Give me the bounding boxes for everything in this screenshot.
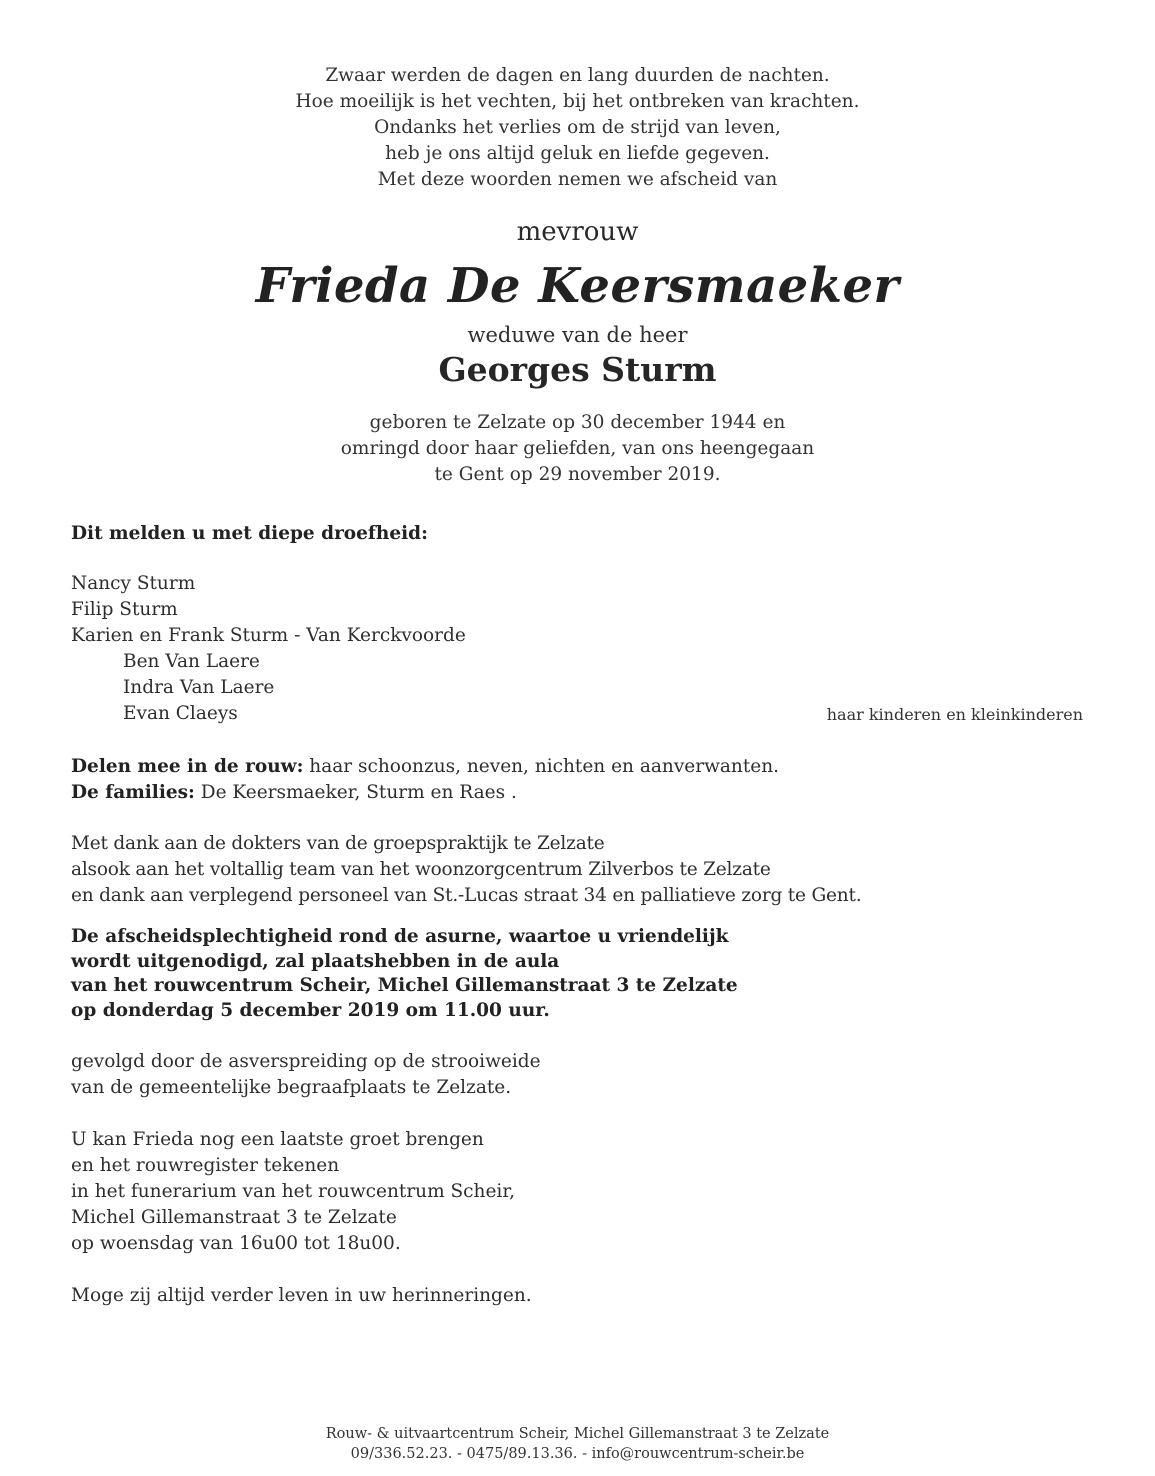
visitation-line: Michel Gillemanstraat 3 te Zelzate <box>71 1207 397 1228</box>
ceremony-section <box>71 925 738 1023</box>
thanks-line: en dank aan verplegend personeel van St.-Lucas straat 34 en palliatieve zorg te Gent. <box>71 885 862 906</box>
footer-address: Rouw- & uitvaartcentrum Scheir, Michel Gillemanstraat 3 te Zelzate <box>325 1426 830 1442</box>
spouse-name: Georges Sturm <box>438 350 717 389</box>
mourning-text: haar schoonzus, neven, nichten en aanverwanten. <box>303 756 780 777</box>
ceremony-line: op donderdag 5 december 2019 om 11.00 uur. <box>71 999 550 1021</box>
poem-line: Hoe moeilijk is het vechten, bij het ontbreken van krachten. <box>295 91 860 112</box>
thanks-line: alsook aan het voltallig team van het woonzorgcentrum Zilverbos te Zelzate <box>71 859 771 880</box>
scattering-line: van de gemeentelijke begraafplaats te Zelzate. <box>71 1077 512 1098</box>
ceremony-line: De afscheidsplechtigheid rond de asurne, waartoe u vriendelijk <box>71 926 729 947</box>
grandchild-name: Evan Claeys <box>123 703 238 724</box>
announcement-heading: Dit melden u met diepe droefheid: <box>71 523 428 544</box>
deceased-title: mevrouw <box>516 217 639 247</box>
families-text: De Keersmaeker, Sturm en Raes . <box>194 782 517 803</box>
ceremony-line: wordt uitgenodigd, zal plaatshebben in de aula <box>71 950 560 972</box>
families-line <box>71 780 779 806</box>
grandchild-name: Ben Van Laere <box>123 651 260 672</box>
child-name: Karien en Frank Sturm - Van Kerckvoorde <box>71 625 466 646</box>
birth-death-line: geboren te Zelzate op 30 december 1944 en <box>369 412 786 433</box>
poem-line: Zwaar werden de dagen en lang duurden de nachten. <box>325 65 830 86</box>
birth-death-info <box>0 410 1155 488</box>
poem-line: heb je ons altijd geluk en liefde gegeven. <box>385 143 770 164</box>
mourning-label: Delen mee in de rouw: <box>71 756 304 777</box>
family-list <box>71 571 466 727</box>
opening-poem <box>0 63 1155 193</box>
families-label: De families: <box>71 782 195 803</box>
visitation-section <box>71 1127 515 1257</box>
mourning-line <box>71 754 779 780</box>
visitation-line: en het rouwregister tekenen <box>71 1155 340 1176</box>
ceremony-line: van het rouwcentrum Scheir, Michel Gillemanstraat 3 te Zelzate <box>71 975 738 996</box>
funeral-home-footer <box>0 1424 1155 1464</box>
deceased-name: Frieda De Keersmaeker <box>255 258 900 314</box>
closing-line: Moge zij altijd verder leven in uw herinneringen. <box>71 1285 532 1306</box>
birth-death-line: te Gent op 29 november 2019. <box>434 464 721 485</box>
poem-line: Ondanks het verlies om de strijd van leven, <box>374 117 781 138</box>
birth-death-line: omringd door haar geliefden, van ons heengegaan <box>340 438 815 459</box>
visitation-line: op woensdag van 16u00 tot 18u00. <box>71 1233 401 1254</box>
scattering-line: gevolgd door de asverspreiding op de strooiweide <box>71 1051 541 1072</box>
child-name: Filip Sturm <box>71 599 178 620</box>
spouse-prefix: weduwe van de heer <box>467 323 688 347</box>
family-role-label: haar kinderen en kleinkinderen <box>826 705 1083 724</box>
child-name: Nancy Sturm <box>71 573 196 594</box>
poem-line: Met deze woorden nemen we afscheid van <box>377 169 778 190</box>
grandchild-name: Indra Van Laere <box>123 677 275 698</box>
thanks-line: Met dank aan de dokters van de groepspraktijk te Zelzate <box>71 833 605 854</box>
shared-mourning <box>71 754 779 806</box>
visitation-line: U kan Frieda nog een laatste groet brengen <box>71 1129 484 1150</box>
footer-contact: 09/336.52.23. - 0475/89.13.36. - info@rouwcentrum-scheir.be <box>350 1446 805 1462</box>
thanks-section <box>71 831 861 909</box>
visitation-line: in het funerarium van het rouwcentrum Scheir, <box>71 1181 516 1202</box>
scattering-section <box>71 1049 541 1101</box>
